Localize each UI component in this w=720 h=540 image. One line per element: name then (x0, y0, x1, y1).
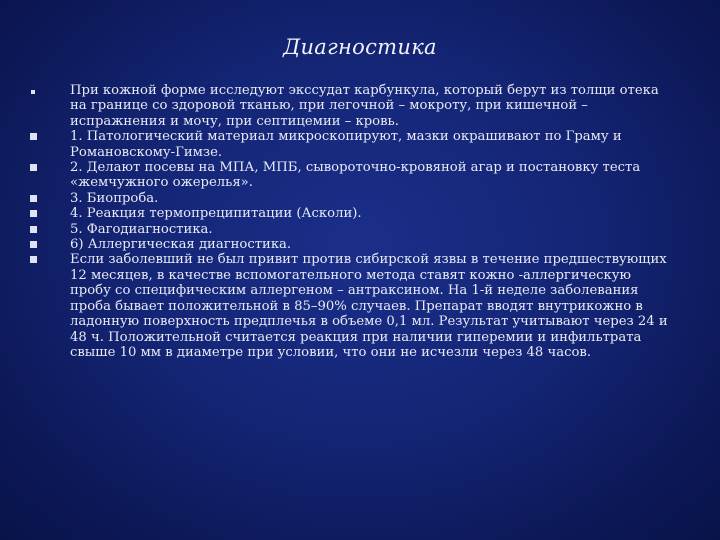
list-item-text: Если заболевший не был привит против сибирской язвы в течение предшествующих 12 месяцев, в качестве вспомогательного метода ставят кожно -аллергическую пробу со специфическим аллергеном – антраксином. На 1-й неделе заболевания проба бывает положительной в 85–90% случаев. Препарат вводят внутрикожно в ладонную поверхность предплечья в объеме 0,1 мл. Результат учитывают через 24 и 48 ч. Положительной считается реакция при наличии гиперемии и инфильтрата свыше 10 мм в диаметре при условии, что они не исчезли через 48 часов. (70, 252, 668, 360)
list-item (30, 222, 670, 237)
list-item-text: 5. Фагодиагностика. (70, 221, 213, 237)
square-bullet-icon (30, 210, 37, 217)
square-bullet-icon (30, 241, 37, 248)
list-item-text: 4. Реакция термопреципитации (Асколи). (70, 206, 362, 222)
list-item (30, 191, 670, 206)
bullet-list (30, 83, 670, 360)
square-bullet-icon (31, 90, 35, 94)
square-bullet-icon (30, 256, 37, 263)
list-item-text: 3. Биопроба. (70, 190, 159, 206)
square-bullet-icon (30, 195, 37, 202)
list-item-text: 6) Аллергическая диагностика. (70, 237, 292, 253)
list-item (30, 206, 670, 221)
list-item (30, 129, 670, 160)
list-item (30, 237, 670, 252)
list-item-text: 1. Патологический материал микроскопируют, мазки окрашивают по Граму и Романовскому-Гимзе. (70, 129, 622, 160)
square-bullet-icon (30, 164, 37, 171)
square-bullet-icon (30, 226, 37, 233)
list-item (30, 252, 670, 360)
list-item-text: При кожной форме исследуют экссудат карбункула, который берут из толщи отека на границе со здоровой тканью, при легочной – мокроту, при кишечной – испражнения и мочу, при септицемии – кровь. (70, 83, 659, 129)
slide-title: Диагностика (283, 35, 437, 59)
list-item-text: 2. Делают посевы на МПА, МПБ, сывороточно-кровяной агар и постановку теста «жемчужного ожерелья». (70, 160, 641, 191)
list-item (30, 83, 670, 129)
list-item (30, 160, 670, 191)
square-bullet-icon (30, 133, 37, 140)
